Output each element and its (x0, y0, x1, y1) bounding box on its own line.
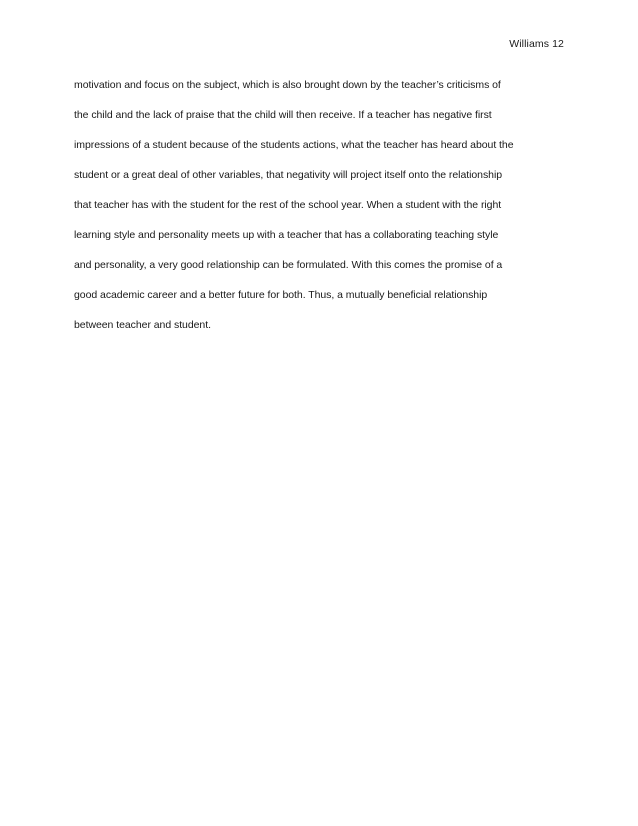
running-header: Williams 12 (509, 38, 564, 50)
text-line: learning style and personality meets up with a teacher that has a collaborating teaching style (74, 229, 499, 241)
text-line: good academic career and a better future for both. Thus, a mutually beneficial relationship (74, 289, 488, 301)
text-line: the child and the lack of praise that the child will then receive. If a teacher has negative first (74, 109, 492, 121)
text-line: motivation and focus on the subject, which is also brought down by the teacher’s criticisms of (74, 79, 501, 91)
body-paragraph (74, 70, 574, 340)
text-line: that teacher has with the student for the rest of the school year. When a student with the right (74, 199, 502, 211)
text-line: student or a great deal of other variables, that negativity will project itself onto the relationship (74, 169, 503, 181)
text-line: impressions of a student because of the students actions, what the teacher has heard about the (74, 139, 514, 151)
text-line: and personality, a very good relationship can be formulated. With this comes the promise of a (74, 259, 503, 271)
text-line: between teacher and student. (74, 319, 211, 331)
